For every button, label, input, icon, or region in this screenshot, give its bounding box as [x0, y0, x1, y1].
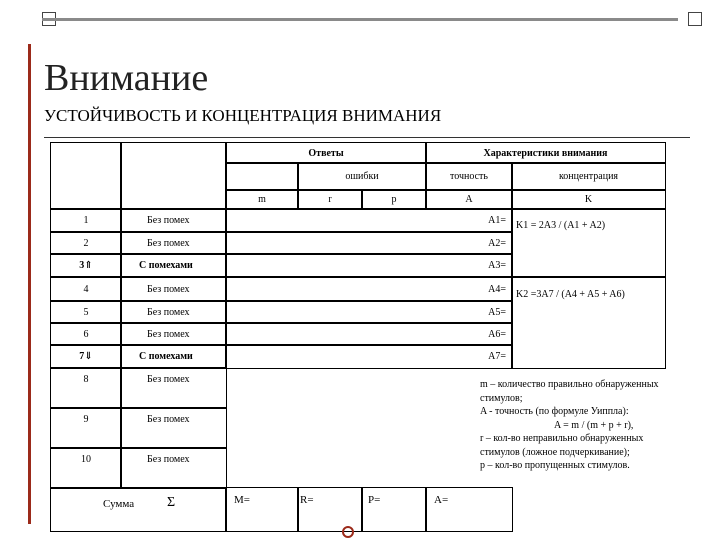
- row-1-label: Без помех: [120, 208, 227, 233]
- row-5-label: Без помех: [120, 300, 227, 324]
- header-concentration: концентрация: [511, 162, 666, 191]
- row-5-a: A5=: [225, 300, 513, 324]
- page-subtitle: УСТОЙЧИВОСТЬ И КОНЦЕНТРАЦИЯ ВНИМАНИЯ: [44, 106, 442, 125]
- sum-p: P=: [361, 487, 427, 532]
- sum-cell: [50, 487, 227, 532]
- row-7-num: 7⇓: [50, 344, 122, 369]
- k1-formula: K1 = 2A3 / (A1 + A2): [516, 220, 606, 231]
- title-divider: [44, 137, 690, 138]
- row-10-num: 10: [50, 447, 122, 489]
- header-blank-num: [50, 142, 122, 210]
- header-p: p: [361, 189, 427, 210]
- k2-formula-cell: [511, 276, 666, 369]
- row-2-a: A2=: [225, 231, 513, 255]
- sum-a: A=: [425, 487, 513, 532]
- legend: [480, 378, 712, 473]
- row-2-num: 2: [50, 231, 122, 255]
- legend-line-6: стимулов (ложное подчеркивание);: [480, 446, 630, 458]
- row-1-a: A1=: [225, 208, 513, 233]
- row-9-num: 9: [50, 407, 122, 449]
- row-4-label: Без помех: [120, 276, 227, 302]
- header-r: r: [297, 189, 363, 210]
- row-7-a: A7=: [225, 344, 513, 369]
- row-6-num: 6: [50, 322, 122, 346]
- header-accuracy: точность: [425, 162, 513, 191]
- row-3-a: A3=: [225, 253, 513, 278]
- left-accent-line: [28, 44, 31, 524]
- header-K: K: [511, 189, 666, 210]
- legend-line-3: A - точность (по формуле Уиппла):: [480, 406, 629, 417]
- sigma-symbol: Σ: [167, 495, 176, 510]
- row-10-label: Без помех: [120, 447, 227, 489]
- sum-label: Сумма: [103, 498, 135, 510]
- header-blank-label: [120, 142, 227, 210]
- row-9-label: Без помех: [120, 407, 227, 449]
- header-characteristics: Характеристики внимания: [425, 142, 666, 164]
- legend-line-2: стимулов;: [480, 392, 523, 404]
- decor-square-right: [688, 12, 702, 26]
- top-divider: [42, 18, 678, 21]
- k1-formula-cell: [511, 208, 666, 278]
- header-m: m: [225, 189, 299, 210]
- row-4-a: A4=: [225, 276, 513, 302]
- legend-line-1: m – количество правильно обнаруженных: [480, 379, 659, 390]
- row-1-num: 1: [50, 208, 122, 233]
- attention-table: [50, 142, 666, 532]
- row-6-a: A6=: [225, 322, 513, 346]
- legend-line-7: p – кол-во пропущенных стимулов.: [480, 460, 630, 471]
- header-blank-m: [225, 162, 299, 191]
- sum-r: R=: [297, 487, 363, 532]
- row-8-label: Без помех: [120, 367, 227, 409]
- row-7-label: С помехами: [120, 344, 227, 369]
- row-4-num: 4: [50, 276, 122, 302]
- row-5-num: 5: [50, 300, 122, 324]
- legend-line-4: A = m / (m + p + r),: [554, 419, 634, 431]
- row-3-label: С помехами: [120, 253, 227, 278]
- legend-line-5: r – кол-во неправильно обнаруженных: [480, 433, 644, 444]
- row-3-num: 3⇑: [50, 253, 122, 278]
- sum-m: M=: [225, 487, 299, 532]
- row-8-num: 8: [50, 367, 122, 409]
- page-title: Внимание: [44, 57, 209, 99]
- header-errors: ошибки: [297, 162, 427, 191]
- row-6-label: Без помех: [120, 322, 227, 346]
- header-A: A: [425, 189, 513, 210]
- row-2-label: Без помех: [120, 231, 227, 255]
- k2-formula: K2 =3A7 / (A4 + A5 + A6): [516, 289, 625, 300]
- header-answers: Ответы: [225, 142, 427, 164]
- decor-circle: [342, 526, 354, 538]
